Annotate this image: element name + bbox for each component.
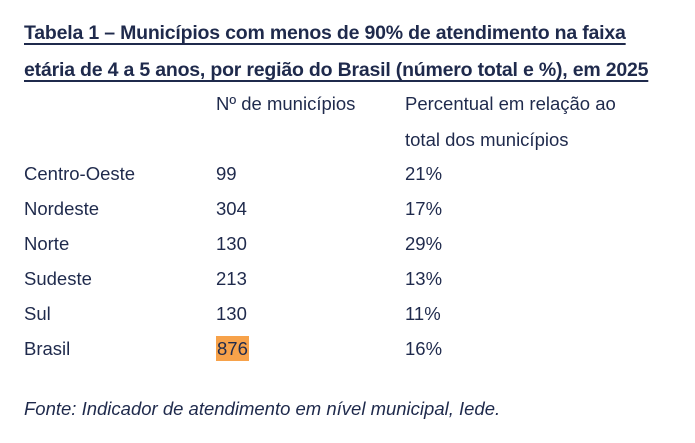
table-title bbox=[24, 15, 674, 89]
highlight-mark: 876 bbox=[217, 338, 248, 359]
count-cell-highlighted bbox=[216, 331, 249, 366]
table-row bbox=[24, 191, 674, 226]
percent-cell: 13% bbox=[405, 268, 443, 289]
region-cell: Centro-Oeste bbox=[24, 163, 136, 184]
table-row bbox=[24, 261, 674, 296]
count-cell: 213 bbox=[216, 268, 247, 289]
region-cell: Nordeste bbox=[24, 198, 100, 219]
table-title-text: Tabela 1 – Municípios com menos de 90% de atendimento na faixa etária de 4 a 5 anos, por região do Brasil (número total e %), em 2025 bbox=[24, 22, 649, 81]
percent-cell: 29% bbox=[405, 233, 443, 254]
table-row bbox=[24, 296, 674, 331]
column-header-percent: Percentual em relação ao total dos municípios bbox=[405, 93, 616, 150]
table-row bbox=[24, 156, 674, 191]
table-row-total bbox=[24, 331, 674, 366]
region-cell: Brasil bbox=[24, 338, 71, 359]
table-row bbox=[24, 226, 674, 261]
count-cell: 130 bbox=[216, 233, 247, 254]
percent-cell: 17% bbox=[405, 198, 443, 219]
count-cell: 99 bbox=[216, 163, 237, 184]
region-cell: Sudeste bbox=[24, 268, 92, 289]
percent-cell: 16% bbox=[405, 338, 443, 359]
percent-cell: 11% bbox=[405, 303, 441, 324]
region-cell: Sul bbox=[24, 303, 51, 324]
count-cell: 304 bbox=[216, 198, 247, 219]
region-cell: Norte bbox=[24, 233, 70, 254]
count-cell: 130 bbox=[216, 303, 247, 324]
source-note: Fonte: Indicador de atendimento em nível municipal, Iede. bbox=[24, 398, 501, 419]
column-header-count: Nº de municípios bbox=[216, 93, 356, 114]
percent-cell: 21% bbox=[405, 163, 443, 184]
